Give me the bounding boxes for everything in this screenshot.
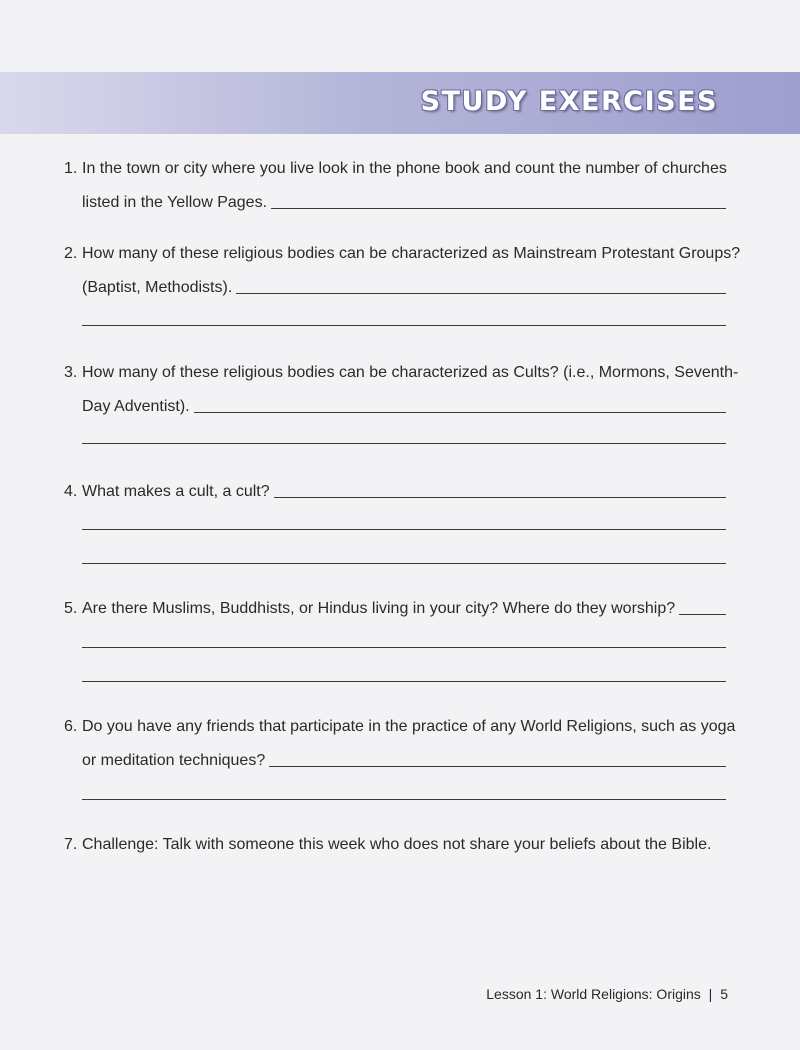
answer-line[interactable]: [679, 613, 726, 615]
question-number: 6.: [64, 718, 78, 735]
question-number: 4.: [64, 483, 78, 500]
question-text-continued: Day Adventist).: [82, 398, 190, 415]
answer-line[interactable]: [194, 411, 726, 413]
answer-line[interactable]: [82, 325, 726, 326]
question-number: 2.: [64, 245, 78, 262]
page-number: 5: [720, 986, 728, 1002]
page-footer: [486, 986, 728, 1002]
answer-line[interactable]: [82, 799, 726, 800]
question-text: Do you have any friends that participate in the practice of any World Religions, such as yoga: [82, 718, 736, 735]
answer-line[interactable]: [82, 529, 726, 530]
answer-line[interactable]: [271, 207, 726, 209]
answer-line[interactable]: [269, 765, 726, 767]
question-number: 1.: [64, 160, 78, 177]
answer-line[interactable]: [82, 443, 726, 444]
question-number: 3.: [64, 364, 78, 381]
footer-lesson-title: Lesson 1: World Religions: Origins: [486, 986, 701, 1002]
question-text: How many of these religious bodies can be characterized as Cults? (i.e., Mormons, Seventh-: [82, 364, 739, 381]
question-text: Are there Muslims, Buddhists, or Hindus living in your city? Where do they worship?: [82, 600, 676, 617]
answer-line[interactable]: [82, 563, 726, 564]
page-title: STUDY EXERCISES: [420, 86, 718, 117]
question-text: What makes a cult, a cult?: [82, 483, 270, 500]
answer-line[interactable]: [236, 292, 726, 294]
question-number: 5.: [64, 600, 78, 617]
answer-line[interactable]: [82, 681, 726, 682]
header-banner: [0, 72, 800, 134]
answer-line[interactable]: [82, 647, 726, 648]
question-text: How many of these religious bodies can be characterized as Mainstream Protestant Groups?: [82, 245, 741, 262]
answer-line[interactable]: [274, 496, 726, 498]
question-text-continued: or meditation techniques?: [82, 752, 266, 769]
footer-divider: |: [708, 986, 713, 1002]
question-text: In the town or city where you live look in the phone book and count the number of churches: [82, 160, 727, 177]
question-text: Challenge: Talk with someone this week who does not share your beliefs about the Bible.: [82, 836, 712, 853]
question-number: 7.: [64, 836, 78, 853]
question-text-continued: (Baptist, Methodists).: [82, 279, 233, 296]
question-text-continued: listed in the Yellow Pages.: [82, 194, 268, 211]
